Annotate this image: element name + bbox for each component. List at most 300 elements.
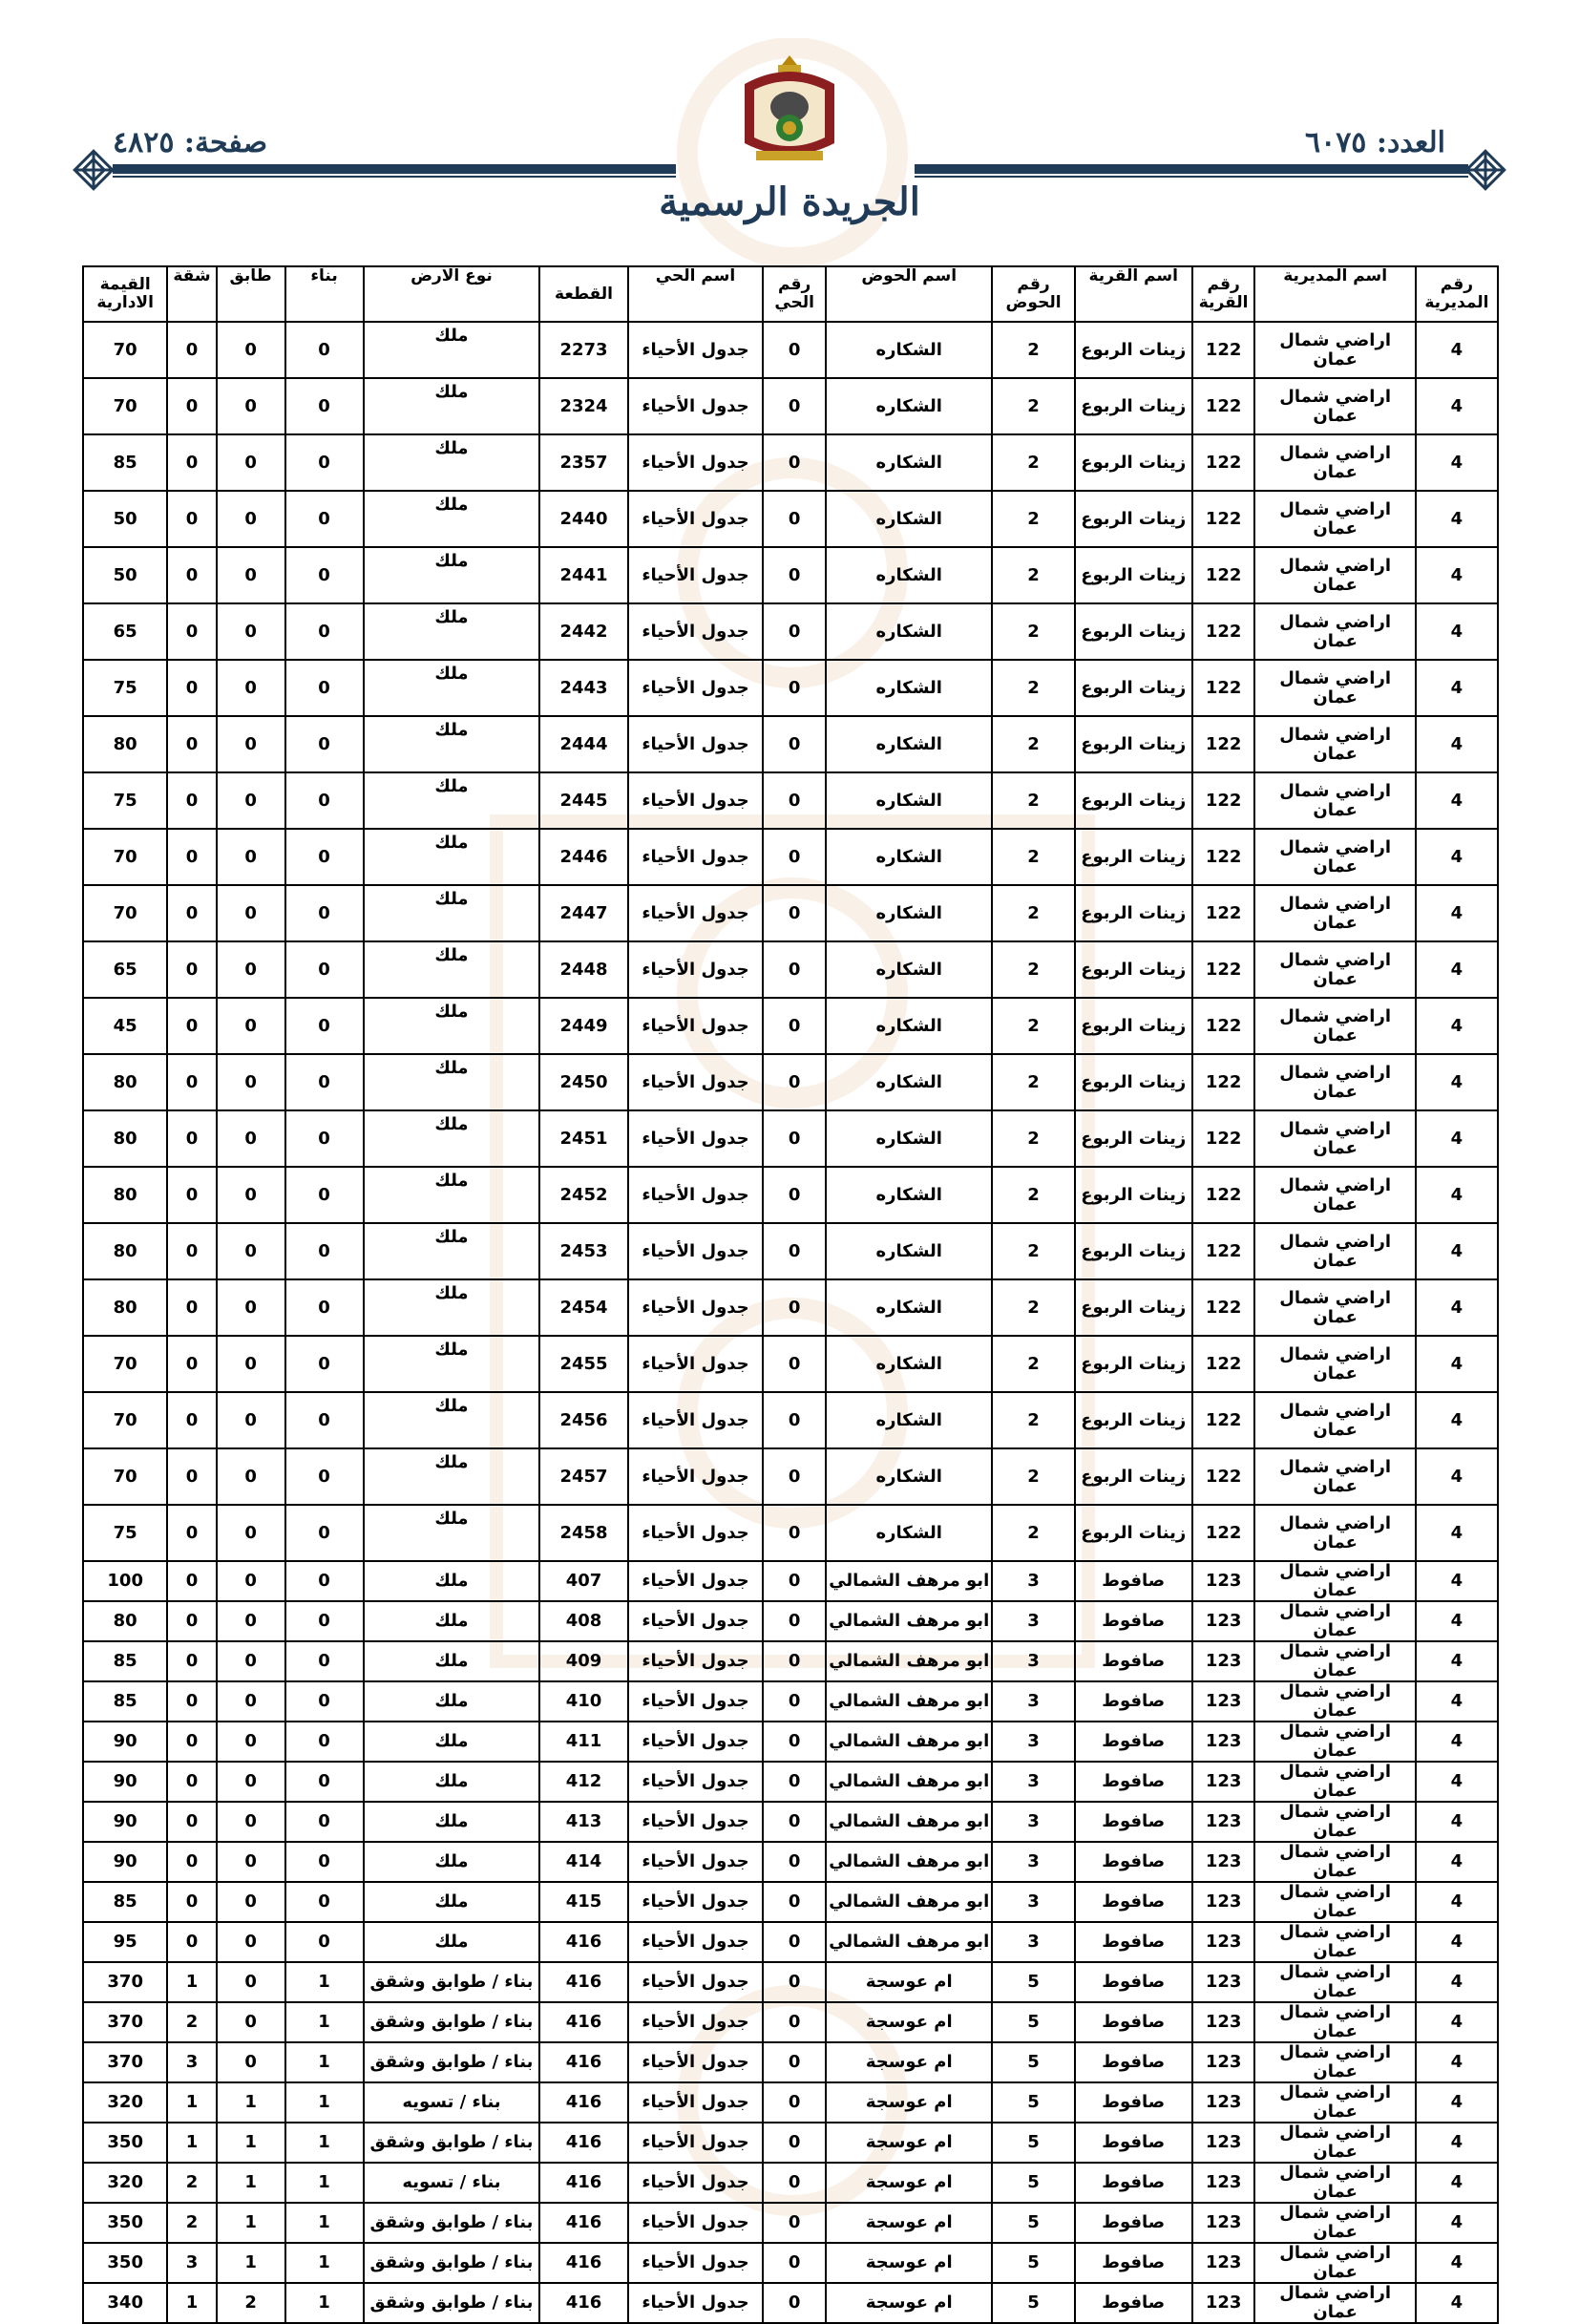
table-cell: 0 [167, 547, 216, 603]
table-cell: 122 [1192, 1110, 1255, 1167]
table-cell: زينات الربوع [1075, 322, 1192, 378]
table-cell: 0 [167, 1167, 216, 1223]
table-cell: 4 [1416, 434, 1498, 491]
table-cell: 416 [539, 2163, 627, 2203]
table-row [83, 1279, 1498, 1336]
table-cell: 4 [1416, 1722, 1498, 1762]
table-cell: 0 [167, 1561, 216, 1601]
table-cell: 0 [763, 1392, 826, 1448]
table-cell: 2452 [539, 1167, 627, 1223]
table-cell: 123 [1192, 2283, 1255, 2323]
table-cell: 0 [167, 1505, 216, 1561]
table-cell: 123 [1192, 2002, 1255, 2042]
table-cell: اراضي شمال عمان [1254, 1762, 1415, 1802]
table-row [83, 1762, 1498, 1802]
table-cell: 4 [1416, 998, 1498, 1054]
table-cell: 2 [167, 2002, 216, 2042]
table-cell: الشكاره [826, 772, 992, 829]
table-cell: 122 [1192, 547, 1255, 603]
table-cell: 0 [217, 941, 285, 998]
table-cell: زينات الربوع [1075, 378, 1192, 434]
column-header: رقم الحوض [992, 266, 1074, 322]
table-cell: 4 [1416, 1922, 1498, 1962]
table-cell: 0 [167, 998, 216, 1054]
table-cell: 1 [285, 2042, 364, 2082]
table-cell: صافوط [1075, 2123, 1192, 2163]
table-cell: 4 [1416, 1336, 1498, 1392]
table-cell: بناء / طوابق وشقق [364, 2002, 540, 2042]
table-cell: 0 [763, 1842, 826, 1882]
table-cell: 416 [539, 2243, 627, 2283]
table-cell: 408 [539, 1601, 627, 1641]
table-cell: 2 [992, 1167, 1074, 1223]
table-cell: اراضي شمال عمان [1254, 2123, 1415, 2163]
table-cell: 0 [763, 885, 826, 941]
table-cell: 0 [217, 434, 285, 491]
table-cell: 75 [83, 772, 167, 829]
table-cell: 0 [167, 716, 216, 772]
table-cell: 122 [1192, 378, 1255, 434]
table-cell: 80 [83, 1279, 167, 1336]
table-cell: 3 [992, 1601, 1074, 1641]
table-cell: 65 [83, 603, 167, 660]
table-cell: 65 [83, 941, 167, 998]
table-cell: 2453 [539, 1223, 627, 1279]
table-cell: ام عوسجة [826, 2082, 992, 2123]
table-cell: 1 [217, 2123, 285, 2163]
table-cell: ملك [364, 1802, 540, 1842]
table-cell: 0 [167, 1336, 216, 1392]
table-cell: 2451 [539, 1110, 627, 1167]
table-cell: الشكاره [826, 378, 992, 434]
table-cell: 4 [1416, 2283, 1498, 2323]
table-cell: اراضي شمال عمان [1254, 1448, 1415, 1505]
table-cell: 1 [285, 2163, 364, 2203]
table-cell: 4 [1416, 603, 1498, 660]
table-cell: 4 [1416, 1448, 1498, 1505]
table-cell: 2456 [539, 1392, 627, 1448]
table-cell: اراضي شمال عمان [1254, 2002, 1415, 2042]
table-cell: ملك [364, 322, 540, 378]
table-cell: 0 [763, 547, 826, 603]
table-row [83, 1561, 1498, 1601]
table-cell: ملك [364, 1223, 540, 1279]
table-cell: 4 [1416, 829, 1498, 885]
table-cell: ابو مرهف الشمالي [826, 1922, 992, 1962]
column-header: القطعة [539, 266, 627, 322]
table-cell: 0 [763, 1110, 826, 1167]
table-cell: 0 [763, 660, 826, 716]
table-cell: 1 [217, 2203, 285, 2243]
table-cell: 5 [992, 2283, 1074, 2323]
table-cell: 2 [992, 1392, 1074, 1448]
table-cell: 3 [167, 2042, 216, 2082]
table-cell: صافوط [1075, 2283, 1192, 2323]
table-cell: 412 [539, 1762, 627, 1802]
table-cell: جدول الأحياء [628, 1681, 764, 1722]
table-cell: الشكاره [826, 1223, 992, 1279]
table-cell: 4 [1416, 1842, 1498, 1882]
table-cell: 0 [217, 1962, 285, 2002]
table-cell: جدول الأحياء [628, 998, 764, 1054]
table-cell: جدول الأحياء [628, 1882, 764, 1922]
table-row [83, 322, 1498, 378]
table-cell: 0 [167, 1448, 216, 1505]
table-row [83, 1882, 1498, 1922]
table-cell: 3 [992, 1882, 1074, 1922]
table-cell: 2273 [539, 322, 627, 378]
table-cell: 0 [285, 1681, 364, 1722]
table-cell: 90 [83, 1762, 167, 1802]
table-cell: 0 [285, 1601, 364, 1641]
table-cell: 4 [1416, 2082, 1498, 2123]
table-cell: 0 [285, 1110, 364, 1167]
table-cell: ملك [364, 1392, 540, 1448]
table-cell: بناء / تسويه [364, 2082, 540, 2123]
table-cell: 0 [217, 2042, 285, 2082]
table-cell: صافوط [1075, 2042, 1192, 2082]
table-cell: 70 [83, 322, 167, 378]
table-cell: 0 [217, 1167, 285, 1223]
table-cell: 2 [992, 772, 1074, 829]
table-cell: 123 [1192, 1722, 1255, 1762]
table-cell: 3 [992, 1641, 1074, 1681]
table-cell: جدول الأحياء [628, 885, 764, 941]
table-cell: زينات الربوع [1075, 1392, 1192, 1448]
table-cell: صافوط [1075, 1722, 1192, 1762]
table-cell: اراضي شمال عمان [1254, 716, 1415, 772]
table-cell: 0 [763, 434, 826, 491]
table-cell: اراضي شمال عمان [1254, 1842, 1415, 1882]
table-cell: 4 [1416, 1223, 1498, 1279]
table-cell: جدول الأحياء [628, 1279, 764, 1336]
table-row [83, 2042, 1498, 2082]
table-cell: صافوط [1075, 1922, 1192, 1962]
table-cell: 4 [1416, 1681, 1498, 1722]
table-cell: 0 [763, 1962, 826, 2002]
table-cell: 0 [763, 772, 826, 829]
table-cell: 0 [763, 603, 826, 660]
issue-number: العدد: ٦٠٧٥ [1304, 126, 1445, 159]
table-cell: صافوط [1075, 1641, 1192, 1681]
table-cell: 1 [217, 2082, 285, 2123]
table-cell: 2 [992, 716, 1074, 772]
table-cell: 0 [763, 491, 826, 547]
table-cell: 0 [763, 1505, 826, 1561]
header-rule-left [113, 164, 676, 174]
table-cell: صافوط [1075, 2002, 1192, 2042]
table-cell: 3 [992, 1681, 1074, 1722]
table-cell: زينات الربوع [1075, 1167, 1192, 1223]
table-cell: 1 [167, 2082, 216, 2123]
table-cell: 50 [83, 547, 167, 603]
table-cell: ملك [364, 829, 540, 885]
table-cell: 320 [83, 2082, 167, 2123]
table-cell: ملك [364, 1054, 540, 1110]
table-cell: 85 [83, 434, 167, 491]
table-cell: 0 [763, 1279, 826, 1336]
table-cell: 4 [1416, 2163, 1498, 2203]
table-cell: اراضي شمال عمان [1254, 885, 1415, 941]
table-cell: بناء / طوابق وشقق [364, 1962, 540, 2002]
table-cell: 122 [1192, 434, 1255, 491]
table-cell: اراضي شمال عمان [1254, 1922, 1415, 1962]
table-cell: 0 [285, 772, 364, 829]
table-cell: 0 [217, 1802, 285, 1842]
table-cell: 0 [167, 660, 216, 716]
table-cell: 0 [285, 716, 364, 772]
table-cell: 122 [1192, 772, 1255, 829]
table-cell: ملك [364, 1922, 540, 1962]
table-cell: 0 [763, 1561, 826, 1601]
table-cell: 4 [1416, 660, 1498, 716]
table-cell: زينات الربوع [1075, 941, 1192, 998]
table-cell: 0 [763, 1882, 826, 1922]
table-cell: 2 [992, 1110, 1074, 1167]
table-cell: 3 [167, 2243, 216, 2283]
table-cell: 90 [83, 1802, 167, 1842]
table-cell: جدول الأحياء [628, 1336, 764, 1392]
table-row [83, 1167, 1498, 1223]
table-cell: بناء / تسويه [364, 2163, 540, 2203]
table-cell: 0 [167, 1279, 216, 1336]
table-cell: 0 [763, 2082, 826, 2123]
table-cell: 0 [217, 998, 285, 1054]
table-cell: 123 [1192, 1922, 1255, 1962]
table-cell: ملك [364, 1762, 540, 1802]
table-cell: 2 [992, 1223, 1074, 1279]
table-cell: 0 [763, 1223, 826, 1279]
table-cell: 123 [1192, 2203, 1255, 2243]
table-cell: 0 [217, 1641, 285, 1681]
table-cell: 0 [217, 1505, 285, 1561]
table-row [83, 2163, 1498, 2203]
table-cell: 0 [285, 998, 364, 1054]
table-cell: صافوط [1075, 1561, 1192, 1601]
table-row [83, 1802, 1498, 1842]
table-cell: 4 [1416, 378, 1498, 434]
table-cell: 0 [167, 1802, 216, 1842]
table-cell: ابو مرهف الشمالي [826, 1681, 992, 1722]
table-cell: الشكاره [826, 1167, 992, 1223]
table-cell: 0 [217, 1601, 285, 1641]
table-row [83, 660, 1498, 716]
table-cell: 2 [992, 322, 1074, 378]
table-cell: اراضي شمال عمان [1254, 1802, 1415, 1842]
table-cell: ام عوسجة [826, 2243, 992, 2283]
table-cell: 0 [285, 1448, 364, 1505]
table-cell: صافوط [1075, 1762, 1192, 1802]
table-cell: 0 [285, 1054, 364, 1110]
table-cell: 70 [83, 885, 167, 941]
table-cell: 0 [763, 2002, 826, 2042]
table-cell: 2 [992, 1279, 1074, 1336]
table-cell: 123 [1192, 1601, 1255, 1641]
table-cell: اراضي شمال عمان [1254, 1054, 1415, 1110]
table-cell: 415 [539, 1882, 627, 1922]
table-cell: 1 [285, 2283, 364, 2323]
table-cell: اراضي شمال عمان [1254, 1392, 1415, 1448]
table-cell: 409 [539, 1641, 627, 1681]
table-cell: 0 [167, 1882, 216, 1922]
table-cell: 410 [539, 1681, 627, 1722]
table-cell: 122 [1192, 660, 1255, 716]
table-cell: 75 [83, 660, 167, 716]
table-row [83, 1722, 1498, 1762]
table-row [83, 1601, 1498, 1641]
table-cell: بناء / طوابق وشقق [364, 2243, 540, 2283]
table-cell: 0 [763, 941, 826, 998]
table-cell: 122 [1192, 1223, 1255, 1279]
table-cell: صافوط [1075, 2243, 1192, 2283]
table-cell: 0 [285, 1922, 364, 1962]
table-cell: 4 [1416, 491, 1498, 547]
table-cell: 0 [167, 1681, 216, 1722]
table-cell: 416 [539, 2203, 627, 2243]
table-cell: بناء / طوابق وشقق [364, 2283, 540, 2323]
table-cell: 2 [992, 547, 1074, 603]
column-header: رقم الحي [763, 266, 826, 322]
table-cell: 70 [83, 1392, 167, 1448]
table-cell: صافوط [1075, 2082, 1192, 2123]
table-cell: جدول الأحياء [628, 547, 764, 603]
table-cell: ام عوسجة [826, 1962, 992, 2002]
table-cell: ملك [364, 491, 540, 547]
table-cell: زينات الربوع [1075, 998, 1192, 1054]
table-row [83, 2002, 1498, 2042]
table-cell: 2 [217, 2283, 285, 2323]
table-cell: 0 [763, 1802, 826, 1842]
table-cell: 0 [217, 1922, 285, 1962]
table-cell: 80 [83, 1223, 167, 1279]
table-cell: 123 [1192, 1561, 1255, 1601]
table-cell: 2442 [539, 603, 627, 660]
table-cell: صافوط [1075, 1802, 1192, 1842]
table-cell: جدول الأحياء [628, 2203, 764, 2243]
table-cell: بناء / طوابق وشقق [364, 2123, 540, 2163]
table-cell: 0 [217, 322, 285, 378]
table-cell: 4 [1416, 1601, 1498, 1641]
table-cell: اراضي شمال عمان [1254, 772, 1415, 829]
table-cell: 0 [285, 378, 364, 434]
table-cell: اراضي شمال عمان [1254, 491, 1415, 547]
table-cell: 370 [83, 2002, 167, 2042]
header-rule-right [915, 164, 1468, 174]
table-cell: 70 [83, 1448, 167, 1505]
table-cell: 5 [992, 2123, 1074, 2163]
table-cell: زينات الربوع [1075, 772, 1192, 829]
table-cell: اراضي شمال عمان [1254, 1505, 1415, 1561]
table-cell: ملك [364, 1448, 540, 1505]
table-cell: 2458 [539, 1505, 627, 1561]
table-cell: 2 [992, 378, 1074, 434]
table-cell: اراضي شمال عمان [1254, 829, 1415, 885]
table-cell: 0 [285, 1641, 364, 1681]
table-cell: 0 [285, 491, 364, 547]
column-header: القيمة الادارية [83, 266, 167, 322]
table-cell: 0 [167, 885, 216, 941]
table-cell: اراضي شمال عمان [1254, 998, 1415, 1054]
table-cell: 0 [217, 1392, 285, 1448]
table-cell: ابو مرهف الشمالي [826, 1641, 992, 1681]
table-row [83, 1922, 1498, 1962]
table-cell: ملك [364, 1842, 540, 1882]
table-cell: 0 [167, 1110, 216, 1167]
table-cell: 2357 [539, 434, 627, 491]
table-cell: الشكاره [826, 660, 992, 716]
table-cell: صافوط [1075, 2163, 1192, 2203]
table-cell: جدول الأحياء [628, 1802, 764, 1842]
table-cell: 4 [1416, 885, 1498, 941]
table-cell: 0 [285, 660, 364, 716]
table-cell: 0 [763, 1922, 826, 1962]
table-cell: 0 [763, 2042, 826, 2082]
table-cell: جدول الأحياء [628, 322, 764, 378]
table-cell: اراضي شمال عمان [1254, 1882, 1415, 1922]
table-cell: 0 [167, 829, 216, 885]
table-cell: 416 [539, 1962, 627, 2002]
table-cell: اراضي شمال عمان [1254, 547, 1415, 603]
table-cell: 2 [992, 829, 1074, 885]
table-cell: 2448 [539, 941, 627, 998]
table-cell: 5 [992, 2002, 1074, 2042]
table-cell: اراضي شمال عمان [1254, 322, 1415, 378]
table-cell: 75 [83, 1505, 167, 1561]
table-cell: ملك [364, 1167, 540, 1223]
table-cell: ملك [364, 434, 540, 491]
table-row [83, 1641, 1498, 1681]
table-cell: اراضي شمال عمان [1254, 1223, 1415, 1279]
table-cell: 1 [285, 2082, 364, 2123]
table-cell: 3 [992, 1802, 1074, 1842]
table-cell: 4 [1416, 1167, 1498, 1223]
table-cell: 123 [1192, 2243, 1255, 2283]
table-cell: 122 [1192, 322, 1255, 378]
table-cell: جدول الأحياء [628, 378, 764, 434]
table-cell: 370 [83, 2042, 167, 2082]
table-cell: جدول الأحياء [628, 1922, 764, 1962]
table-cell: 1 [285, 2203, 364, 2243]
table-cell: ابو مرهف الشمالي [826, 1842, 992, 1882]
table-cell: 0 [217, 1336, 285, 1392]
table-cell: 123 [1192, 1882, 1255, 1922]
table-cell: 320 [83, 2163, 167, 2203]
table-cell: ملك [364, 1505, 540, 1561]
table-cell: ابو مرهف الشمالي [826, 1601, 992, 1641]
table-cell: 0 [217, 1054, 285, 1110]
table-cell: 2444 [539, 716, 627, 772]
table-cell: 370 [83, 1962, 167, 2002]
table-cell: 2445 [539, 772, 627, 829]
table-cell: جدول الأحياء [628, 1448, 764, 1505]
table-cell: 0 [285, 1561, 364, 1601]
table-cell: 416 [539, 2283, 627, 2323]
table-cell: 350 [83, 2203, 167, 2243]
table-row [83, 1054, 1498, 1110]
table-cell: 80 [83, 1167, 167, 1223]
table-cell: 0 [217, 772, 285, 829]
table-cell: اراضي شمال عمان [1254, 1601, 1415, 1641]
table-cell: جدول الأحياء [628, 660, 764, 716]
table-cell: 1 [167, 2283, 216, 2323]
table-cell: 85 [83, 1882, 167, 1922]
table-cell: 0 [217, 1882, 285, 1922]
column-header: طابق [217, 266, 285, 322]
table-cell: جدول الأحياء [628, 2243, 764, 2283]
table-cell: 0 [763, 378, 826, 434]
table-cell: 0 [217, 1110, 285, 1167]
table-cell: الشكاره [826, 1505, 992, 1561]
